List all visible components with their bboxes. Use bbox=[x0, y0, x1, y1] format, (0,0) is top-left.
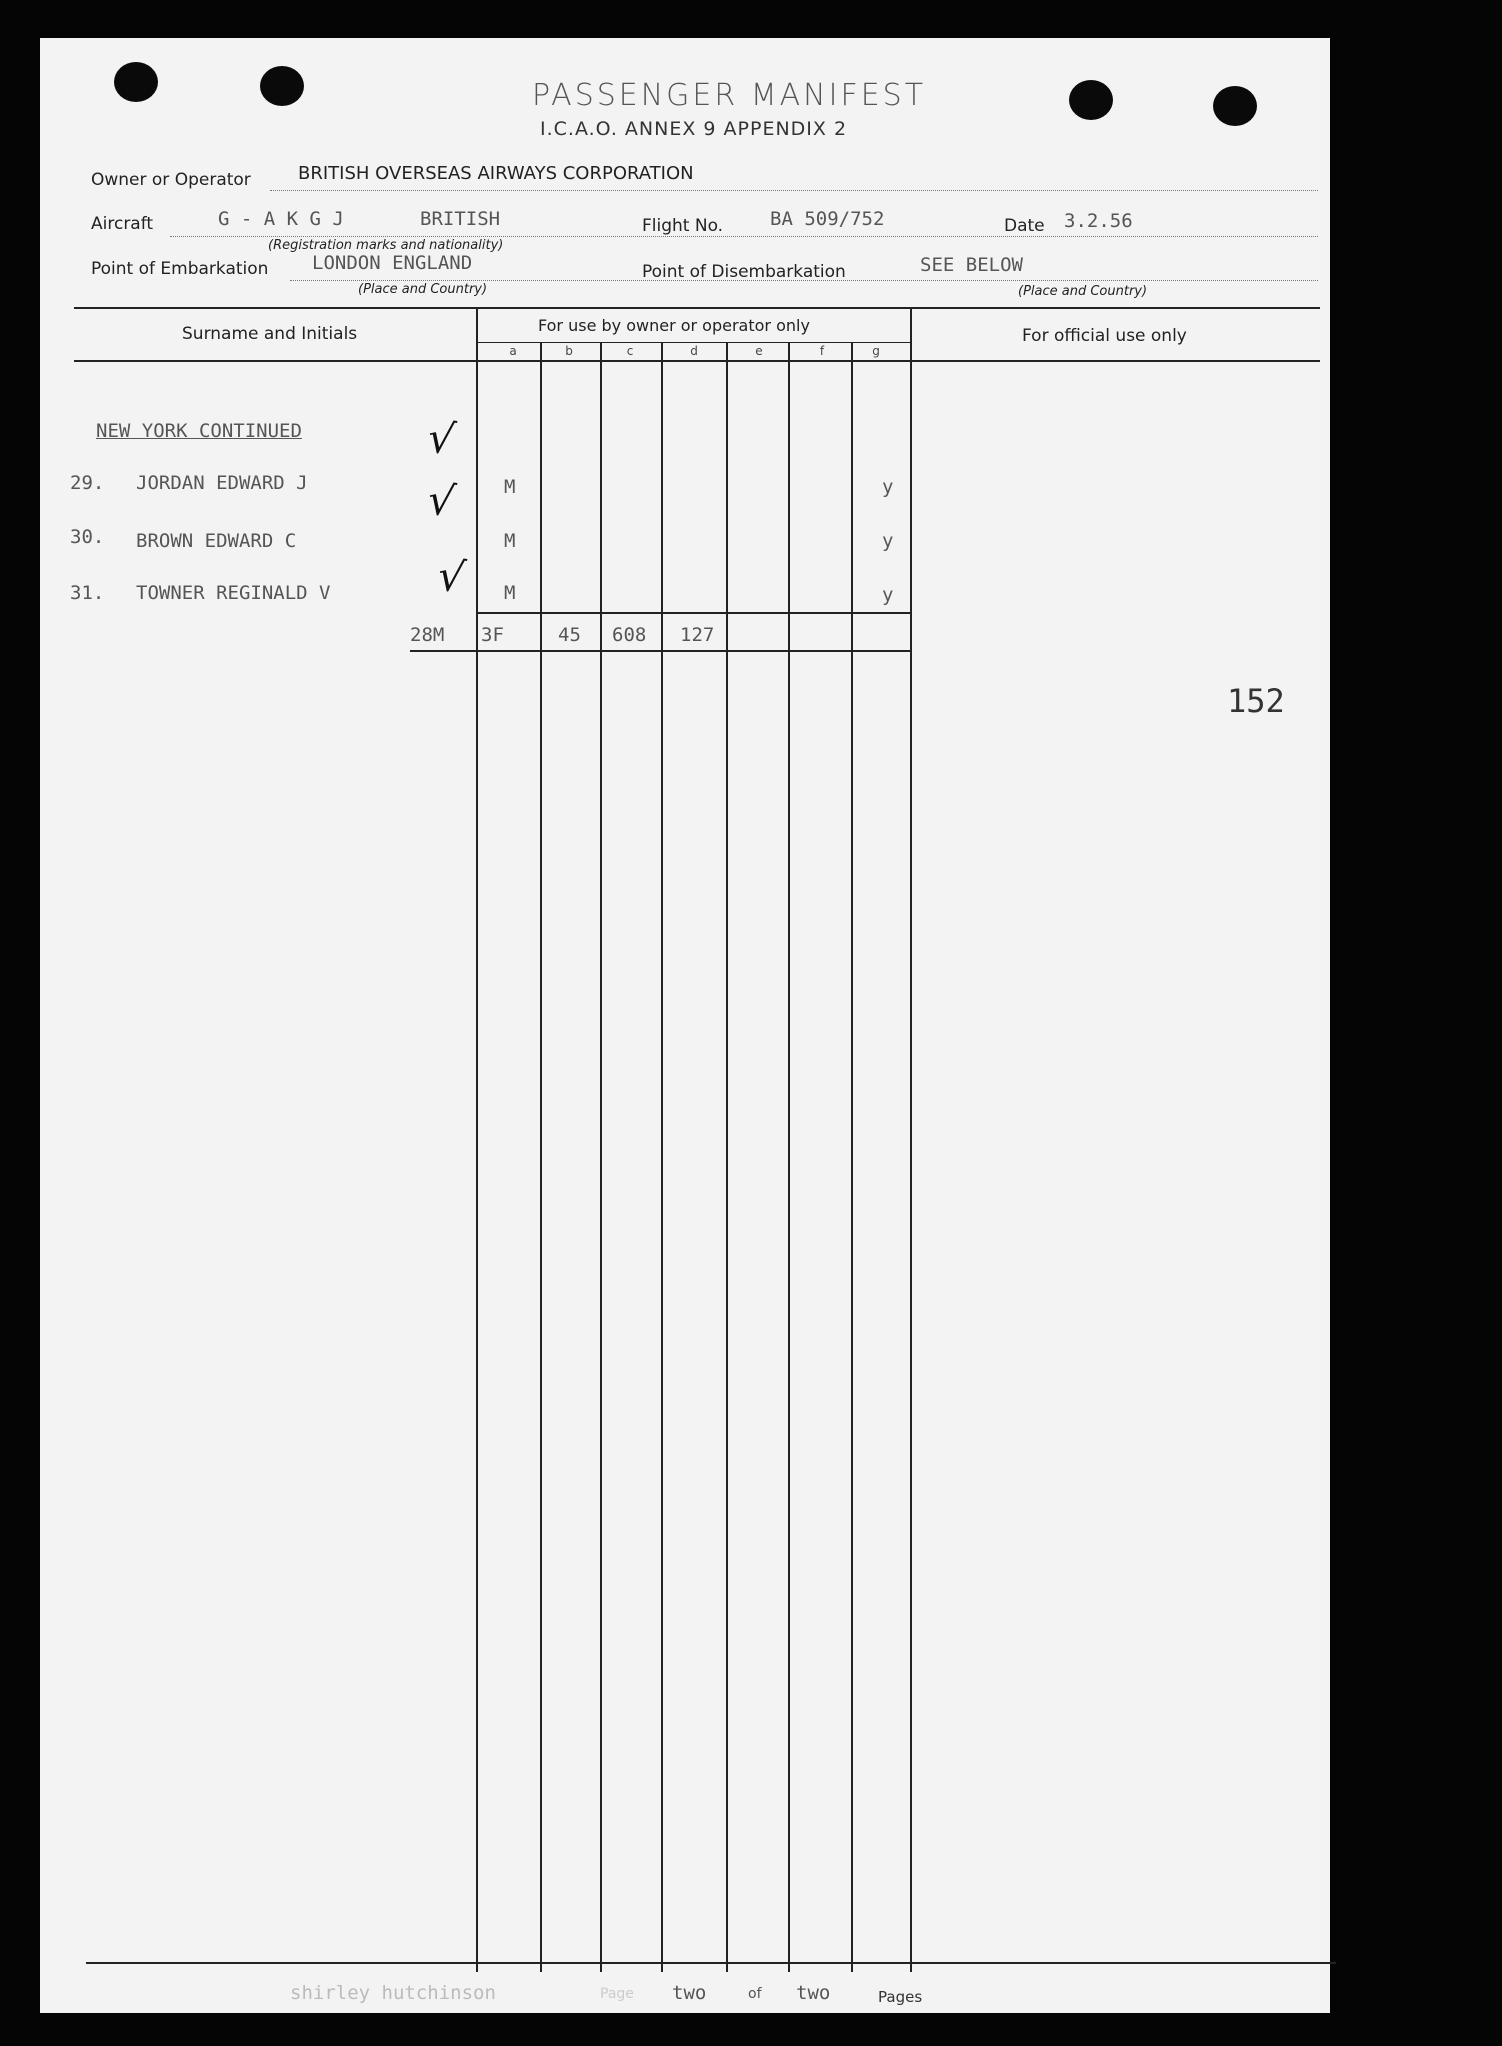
subcol-b: b bbox=[565, 344, 573, 358]
disembarkation-label: Point of Disembarkation bbox=[642, 262, 846, 282]
date-value: 3.2.56 bbox=[1064, 210, 1133, 232]
subcol-c: c bbox=[626, 344, 634, 358]
section-heading: NEW YORK CONTINUED bbox=[96, 420, 302, 442]
passenger-name: JORDAN EDWARD J bbox=[136, 472, 308, 494]
signature: shirley hutchinson bbox=[290, 1982, 496, 2004]
punch-hole-4 bbox=[1213, 86, 1257, 126]
punch-hole-1 bbox=[114, 62, 158, 102]
row-number: 30. bbox=[70, 526, 105, 548]
cell-g: y bbox=[882, 476, 894, 498]
cell-g: y bbox=[882, 530, 894, 552]
row-number: 29. bbox=[70, 472, 105, 494]
owner-value: BRITISH OVERSEAS AIRWAYS CORPORATION bbox=[298, 163, 694, 184]
totals-b: 45 bbox=[558, 624, 581, 646]
col-owner-header: For use by owner or operator only bbox=[538, 316, 810, 335]
check-mark-icon: √ bbox=[424, 474, 459, 527]
page-label: Page bbox=[600, 1986, 634, 2002]
totals-male: 28M bbox=[410, 624, 445, 646]
col-divider-official bbox=[910, 307, 912, 1972]
aircraft-label: Aircraft bbox=[91, 214, 154, 234]
passenger-name: BROWN EDWARD C bbox=[136, 530, 297, 552]
col-divider-surname bbox=[476, 307, 478, 1972]
subcol-e: e bbox=[755, 344, 763, 358]
of-label: of bbox=[748, 1986, 762, 2002]
col-surname-header: Surname and Initials bbox=[182, 324, 358, 344]
col-official-header: For official use only bbox=[1022, 326, 1187, 346]
totals-a: 3F bbox=[481, 624, 504, 646]
subcol-a: a bbox=[509, 344, 517, 358]
embarkation-value: LONDON ENGLAND bbox=[312, 252, 473, 274]
page-total: two bbox=[796, 1982, 831, 2004]
aircraft-value: G - A K G J bbox=[218, 208, 344, 230]
cell-a: M bbox=[504, 582, 516, 604]
cell-a: M bbox=[504, 530, 516, 552]
check-mark-icon: √ bbox=[424, 412, 459, 465]
disembarkation-note: (Place and Country) bbox=[1018, 284, 1148, 299]
subcol-f: f bbox=[819, 344, 825, 358]
subcol-d: d bbox=[690, 344, 698, 358]
aircraft-nationality: BRITISH bbox=[420, 208, 501, 230]
totals-c: 608 bbox=[612, 624, 647, 646]
check-mark-icon: √ bbox=[434, 550, 469, 603]
punch-hole-3 bbox=[1069, 80, 1113, 120]
aircraft-note: (Registration marks and nationality) bbox=[268, 238, 504, 253]
pages-label: Pages bbox=[878, 1988, 923, 2006]
date-label: Date bbox=[1004, 216, 1045, 236]
punch-hole-2 bbox=[260, 66, 304, 106]
footer-rule bbox=[86, 1962, 1336, 1964]
page-title: PASSENGER MANIFEST bbox=[532, 78, 927, 113]
cell-g: y bbox=[882, 584, 894, 606]
flight-value: BA 509/752 bbox=[770, 208, 885, 230]
page-number: two bbox=[672, 1982, 707, 2004]
cell-a: M bbox=[504, 476, 516, 498]
owner-label: Owner or Operator bbox=[91, 170, 251, 190]
disembarkation-value: SEE BELOW bbox=[920, 254, 1023, 276]
embarkation-note: (Place and Country) bbox=[358, 282, 488, 297]
passenger-name: TOWNER REGINALD V bbox=[136, 582, 331, 604]
table-header-rule bbox=[74, 360, 1320, 362]
page-subtitle: I.C.A.O. ANNEX 9 APPENDIX 2 bbox=[540, 118, 848, 140]
embarkation-label: Point of Embarkation bbox=[91, 259, 269, 279]
flight-label: Flight No. bbox=[642, 216, 724, 236]
row-number: 31. bbox=[70, 582, 105, 604]
totals-d: 127 bbox=[680, 624, 715, 646]
subcol-g: g bbox=[872, 344, 880, 358]
table-top-rule bbox=[74, 307, 1320, 309]
official-number: 152 bbox=[1227, 682, 1285, 720]
